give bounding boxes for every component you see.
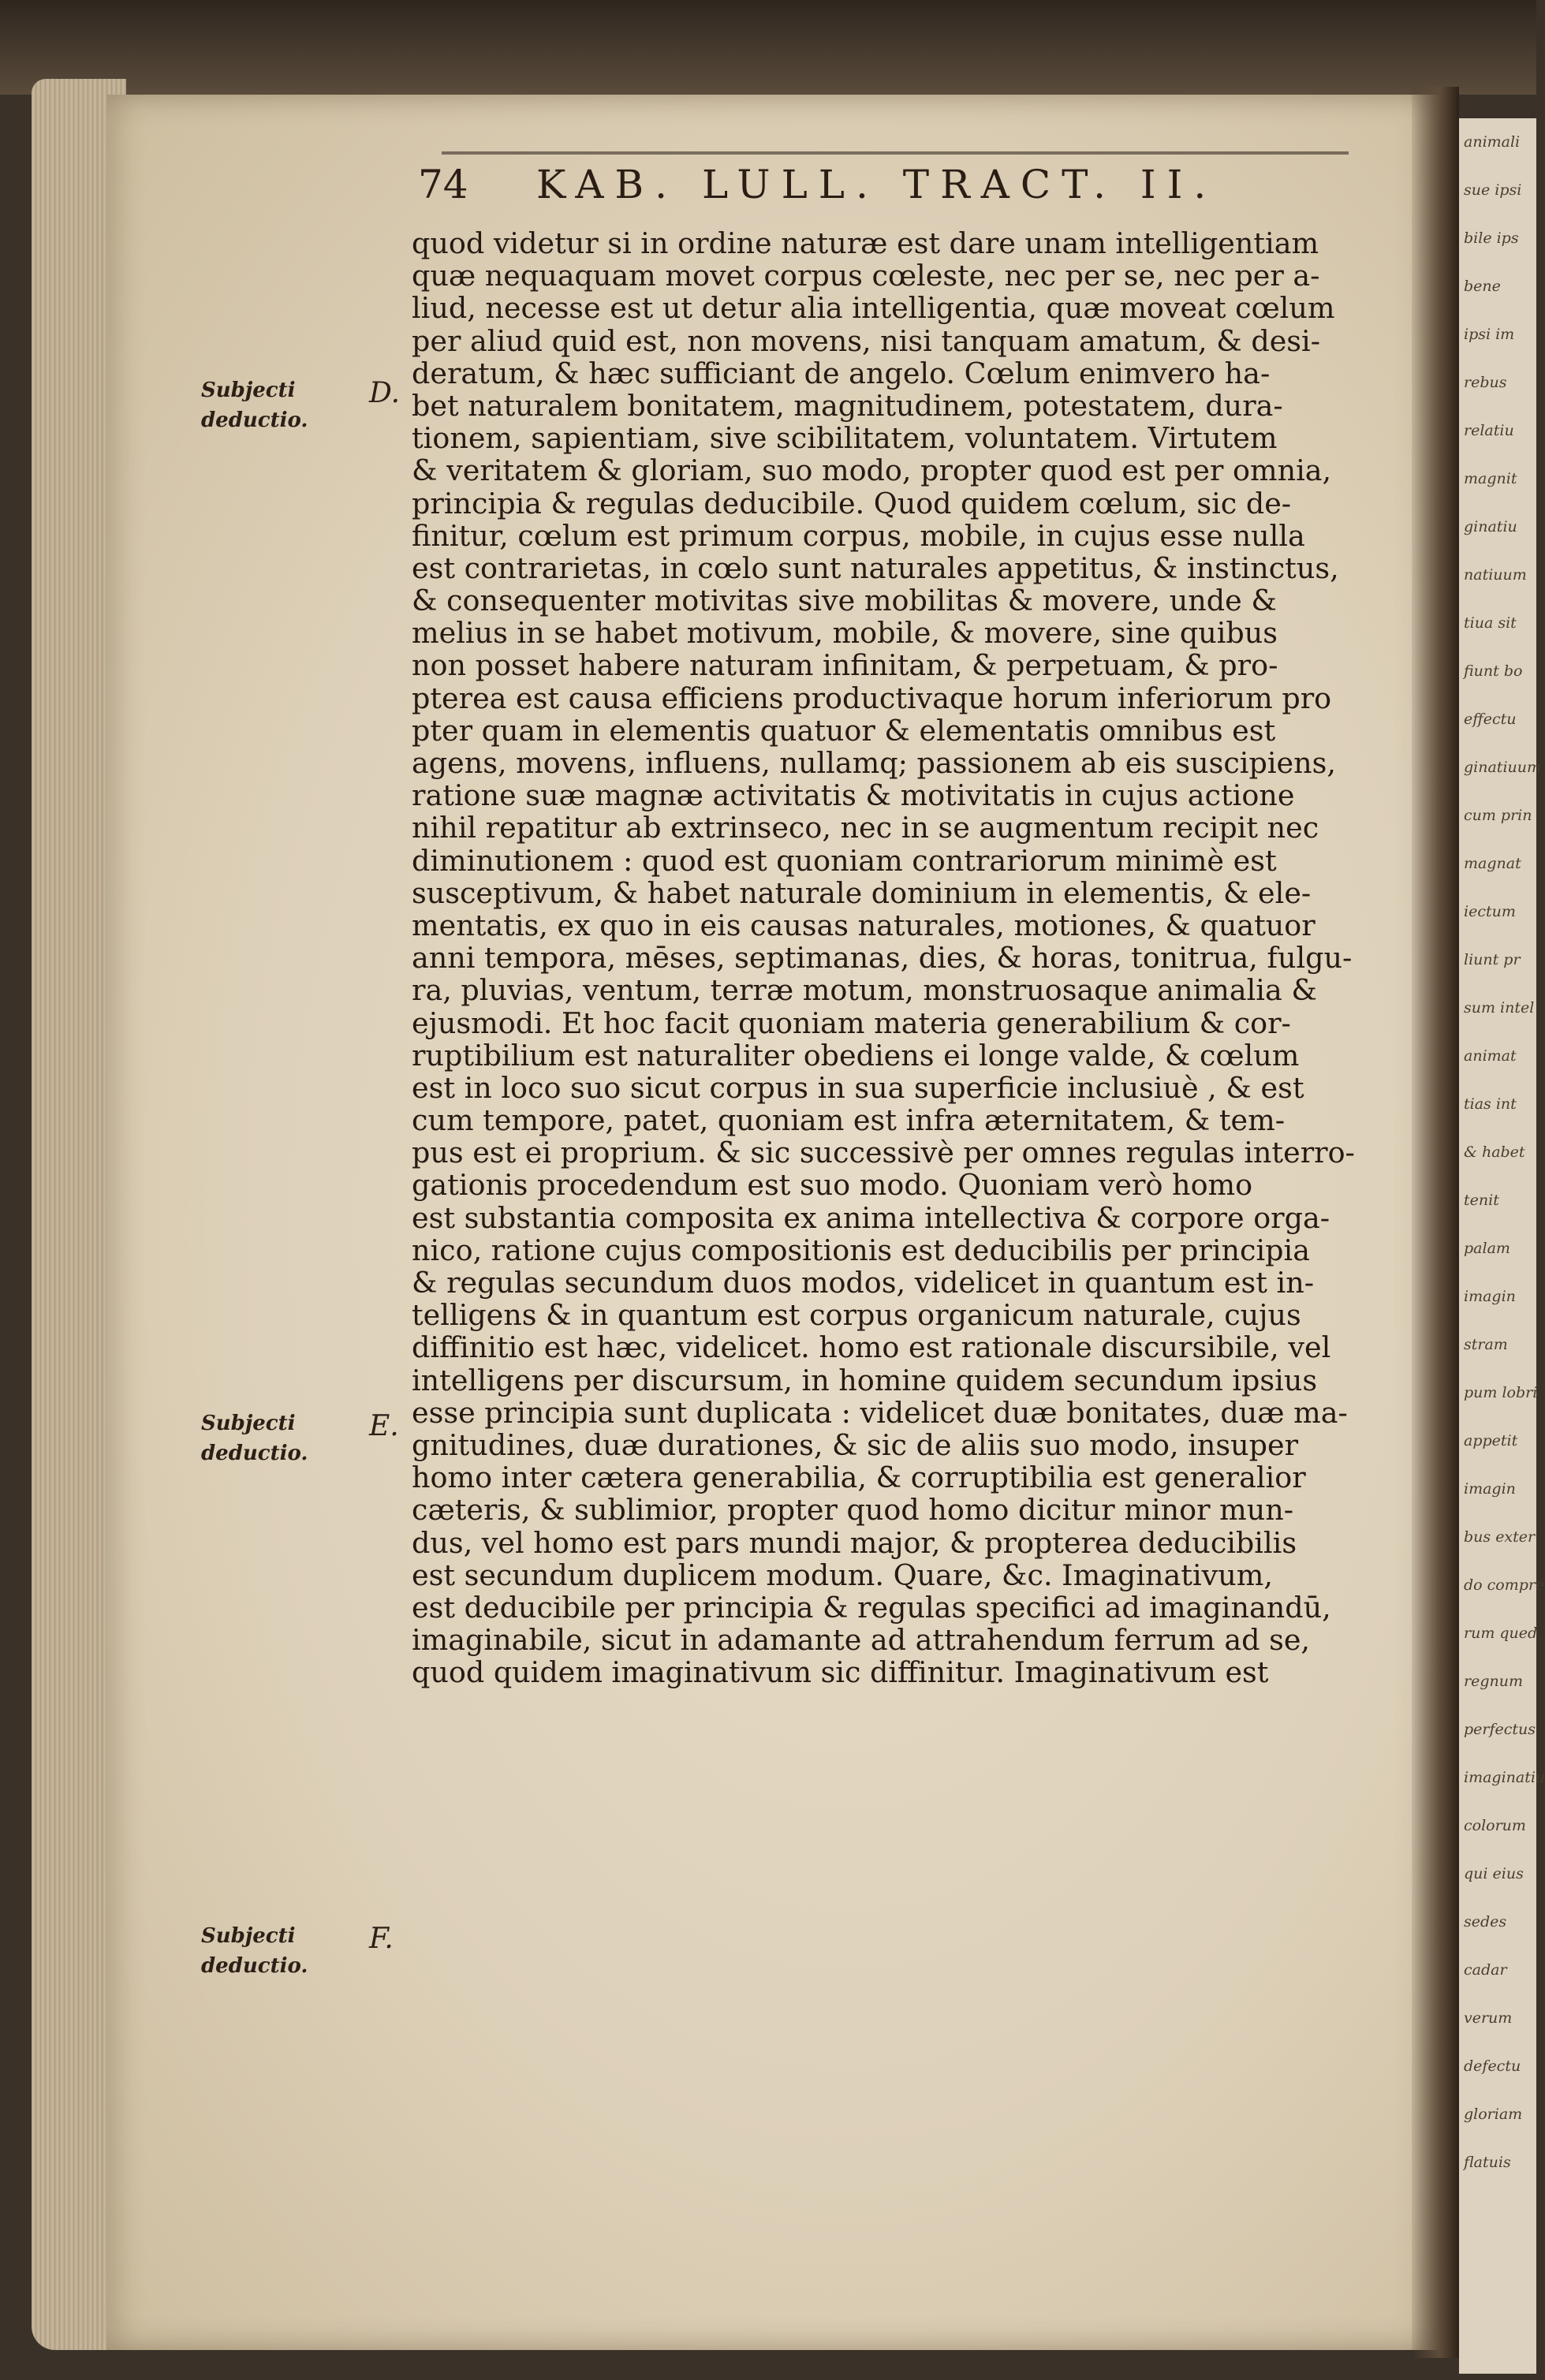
- text-line: & regulas secundum duos modos, videlicet in quantum est in-: [412, 1266, 1315, 1300]
- facing-fragment: rebus: [1464, 374, 1507, 391]
- text-line: intelligens per discursum, in homine quidem secundum ipsius: [412, 1363, 1318, 1397]
- text-line: ratione suæ magnæ activitatis & motivitatis in cujus actione: [412, 778, 1295, 813]
- facing-fragment: fiunt bo: [1464, 662, 1523, 680]
- text-line: gationis procedendum est suo modo. Quoniam verò homo: [412, 1168, 1253, 1203]
- body-text: [412, 227, 1390, 1688]
- facing-fragment: natiuum: [1464, 566, 1527, 584]
- text-line: quæ nequaquam movet corpus cœleste, nec per se, nec per a-: [412, 259, 1320, 293]
- text-line: bet naturalem bonitatem, magnitudinem, potestatem, dura-: [412, 388, 1283, 423]
- facing-fragment: ginatiu: [1464, 518, 1517, 535]
- facing-fragment: bile ips: [1464, 229, 1519, 247]
- facing-fragment: tiua sit: [1464, 614, 1517, 632]
- facing-fragment: colorum: [1464, 1817, 1526, 1834]
- text-line: dus, vel homo est pars mundi major, & propterea deducibilis: [412, 1525, 1297, 1560]
- margin-note-e: Subjecti deductio.: [201, 1412, 308, 1465]
- facing-fragment: sum intel: [1464, 999, 1535, 1017]
- text-line: est contrarietas, in cœlo sunt naturales appetitus, & instinctus,: [412, 550, 1339, 585]
- text-line: quod videtur si in ordine naturæ est dare unam intelligentiam: [412, 226, 1319, 260]
- facing-fragment: perfectus: [1464, 1721, 1536, 1738]
- scan-background: [0, 0, 1536, 95]
- text-line: tionem, sapientiam, sive scibilitatem, voluntatem. Virtutem: [412, 421, 1278, 456]
- text-line: imaginabile, sicut in adamante ad attrahendum ferrum ad se,: [412, 1623, 1311, 1658]
- facing-fragment: pum lobri: [1464, 1384, 1538, 1401]
- text-line: mentatis, ex quo in eis causas naturales, motiones, & quatuor: [412, 908, 1315, 942]
- facing-fragment: magnit: [1464, 470, 1517, 487]
- facing-fragment: defectu: [1464, 2057, 1521, 2075]
- margin-note-d: Subjecti deductio.: [201, 379, 308, 432]
- facing-fragment: iectum: [1464, 903, 1516, 920]
- facing-fragment: imaginatiu: [1464, 1769, 1545, 1786]
- text-line: diffinitio est hæc, videlicet. homo est rationale discursibile, vel: [412, 1330, 1331, 1365]
- facing-fragment: liunt pr: [1464, 951, 1521, 968]
- facing-fragment: magnat: [1464, 855, 1521, 872]
- facing-page: [1459, 118, 1545, 2374]
- text-line: principia & regulas deducibile. Quod quidem cœlum, sic de-: [412, 486, 1292, 520]
- facing-fragment: relatiu: [1464, 422, 1514, 439]
- text-line: melius in se habet motivum, mobile, & movere, sine quibus: [412, 616, 1278, 651]
- text-line: ruptibilium est naturaliter obediens ei longe valde, & cœlum: [412, 1038, 1300, 1072]
- text-line: telligens & in quantum est corpus organicum naturale, cujus: [412, 1298, 1301, 1333]
- book-gutter: [1412, 87, 1459, 2358]
- text-line: pterea est causa efficiens productivaque horum inferiorum pro: [412, 681, 1332, 715]
- text-line: est secundum duplicem modum. Quare, &c. Imaginativum,: [412, 1557, 1273, 1592]
- facing-fragment: animat: [1464, 1047, 1517, 1065]
- margin-note-f: Subjecti deductio.: [201, 1924, 308, 1978]
- facing-fragment: cadar: [1464, 1961, 1507, 1979]
- facing-fragment: tias int: [1464, 1095, 1517, 1113]
- text-line: finitur, cœlum est primum corpus, mobile, in cujus esse nulla: [412, 518, 1305, 553]
- facing-fragment: cum prin: [1464, 807, 1532, 824]
- facing-fragment: rum qued: [1464, 1625, 1538, 1642]
- text-line: susceptivum, & habet naturale dominium in elementis, & ele-: [412, 875, 1312, 910]
- header-rule: [442, 151, 1349, 155]
- text-line: esse principia sunt duplicata : videlicet duæ bonitates, duæ ma-: [412, 1395, 1348, 1430]
- facing-fragment: ipsi im: [1464, 326, 1515, 343]
- text-line: pter quam in elementis quatuor & elementatis omnibus est: [412, 713, 1276, 748]
- text-line: ra, pluvias, ventum, terræ motum, monstruosaque animalia &: [412, 973, 1317, 1008]
- facing-fragment: regnum: [1464, 1673, 1523, 1690]
- text-line: est deducibile per principia & regulas specifici ad imaginandū,: [412, 1590, 1331, 1625]
- text-line: cæteris, & sublimior, propter quod homo dicitur minor mun-: [412, 1493, 1294, 1528]
- facing-fragment: tenit: [1464, 1192, 1499, 1209]
- text-line: est in loco suo sicut corpus in sua superficie inclusiuè , & est: [412, 1070, 1304, 1105]
- text-line: cum tempore, patet, quoniam est infra æternitatem, & tem-: [412, 1103, 1286, 1138]
- margin-letter-e: E.: [369, 1410, 399, 1442]
- text-line: nihil repatitur ab extrinseco, nec in se augmentum recipit nec: [412, 811, 1319, 845]
- text-line: agens, movens, influens, nullamq; passionem ab eis suscipiens,: [412, 746, 1336, 780]
- margin-letter-d: D.: [369, 377, 401, 409]
- facing-fragment: bus exter: [1464, 1528, 1536, 1546]
- facing-fragment: imagin: [1464, 1288, 1516, 1305]
- facing-fragment: sedes: [1464, 1913, 1507, 1930]
- text-line: & veritatem & gloriam, suo modo, propter quod est per omnia,: [412, 453, 1332, 488]
- facing-fragment: sue ipsi: [1464, 181, 1522, 199]
- facing-fragment: & habet: [1464, 1143, 1525, 1161]
- text-line: & consequenter motivitas sive mobilitas & movere, unde &: [412, 584, 1277, 618]
- facing-fragment: stram: [1464, 1336, 1508, 1353]
- facing-fragment: effectu: [1464, 711, 1517, 728]
- facing-fragment: imagin: [1464, 1480, 1516, 1498]
- running-title: KAB. LULL. TRACT. II.: [536, 162, 1218, 207]
- text-line: per aliud quid est, non movens, nisi tanquam amatum, & desi-: [412, 323, 1321, 358]
- text-line: pus est ei proprium. & sic successivè per omnes regulas interro-: [412, 1136, 1355, 1170]
- text-line: gnitudines, duæ durationes, & sic de aliis suo modo, insuper: [412, 1427, 1299, 1462]
- text-line: diminutionem : quod est quoniam contrariorum minimè est: [412, 843, 1277, 878]
- text-line: anni tempora, mēses, septimanas, dies, & horas, tonitrua, fulgu-: [412, 941, 1353, 976]
- running-header: [418, 162, 1333, 217]
- facing-fragment: do compre: [1464, 1576, 1545, 1594]
- facing-fragment: bene: [1464, 278, 1501, 295]
- facing-fragment: gloriam: [1464, 2106, 1523, 2123]
- text-line: quod quidem imaginativum sic diffinitur. Imaginativum est: [412, 1655, 1269, 1690]
- facing-fragment: ginatiuum: [1464, 759, 1542, 776]
- text-line: nico, ratione cujus compositionis est deducibilis per principia: [412, 1233, 1310, 1267]
- facing-fragment: qui eius: [1464, 1865, 1524, 1882]
- text-line: ejusmodi. Et hoc facit quoniam materia generabilium & cor-: [412, 1005, 1291, 1040]
- facing-fragment: verum: [1464, 2009, 1513, 2027]
- text-line: liud, necesse est ut detur alia intelligentia, quæ moveat cœlum: [412, 291, 1335, 326]
- page-number: 74: [418, 162, 468, 207]
- margin-letter-f: F.: [369, 1923, 394, 1955]
- facing-page-fragments: [1459, 118, 1545, 2187]
- text-line: homo inter cætera generabilia, & corruptibilia est generalior: [412, 1460, 1306, 1495]
- facing-fragment: appetit: [1464, 1432, 1518, 1449]
- text-line: est substantia composita ex anima intellectiva & corpore orga-: [412, 1200, 1330, 1235]
- facing-fragment: animali: [1464, 133, 1521, 151]
- text-line: non posset habere naturam infinitam, & perpetuam, & pro-: [412, 648, 1278, 683]
- text-line: deratum, & hæc sufficiant de angelo. Cœlum enimvero ha-: [412, 356, 1271, 390]
- facing-fragment: flatuis: [1464, 2154, 1511, 2171]
- facing-fragment: palam: [1464, 1240, 1510, 1257]
